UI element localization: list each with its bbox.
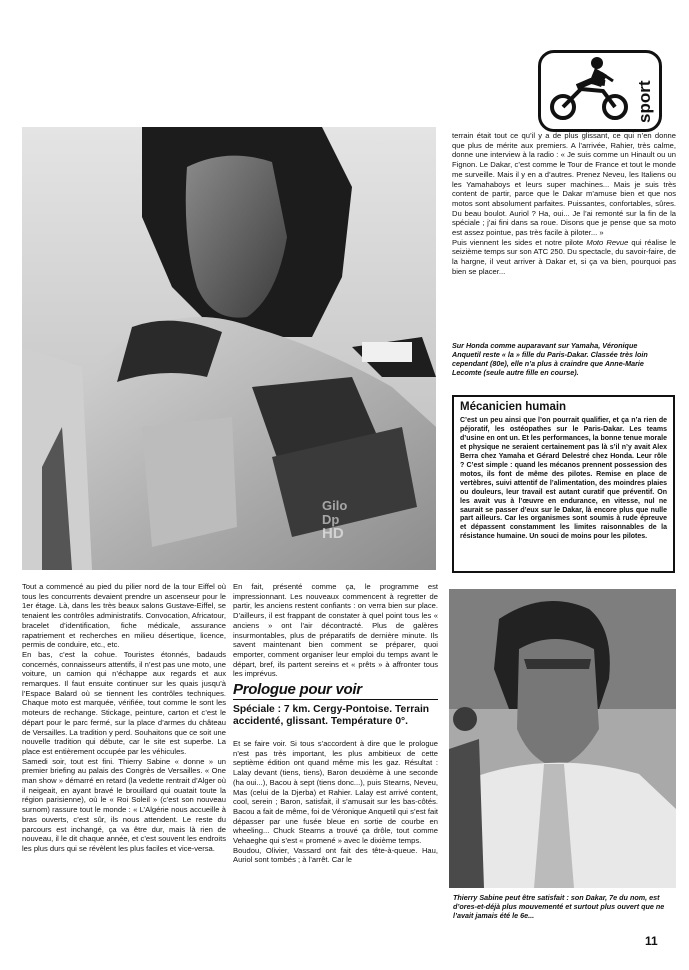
section-subheading: Spéciale : 7 km. Cergy-Pontoise. Terrain accidenté, glissant. Température 0°. bbox=[233, 704, 430, 727]
watermark bbox=[322, 499, 347, 541]
paragraph: Samedi soir, tout est fini. Thierry Sabine « donne » un premier briefing au palais des Congrès de Versailles. « One man show » démarré en retard (la vedette rentrait d’Alger où il neigeait, en ayant bravé le brouillard qui ouatait toute la région parisienne), où le « Roi Soleil » (c’est son nouveau surnom) rassure tout le monde : « L’Algérie nous accueille à bras ouverts, c’est sûr, ils nous attendent. Le reste du parcours est inchangé, ça va être dur, mais là rien de nouveau, il le dit chaque année, et c’est souvent les endroits les plus durs qui se révèlent les plus faciles et vice-versa. bbox=[22, 756, 226, 853]
section-heading: Prologue pour voir bbox=[233, 681, 362, 698]
article-column-middle bbox=[233, 582, 438, 679]
article-column-left bbox=[22, 582, 226, 854]
watermark-line-3: HD bbox=[322, 525, 344, 542]
box-body: C’est un peu ainsi que l’on pourrait qualifier, et ça n’a rien de péjoratif, les ostéopathes sur le Paris-Dakar. Les teams d’usine en ont un. Et les performances, la bonne tenue morale et physique ne seraient certainement pas là s’il n’y avait Alex Berra chez Yamaha et Gérard Delestré chez Honda. Leur rôle ? C’est simple : quand les mécanos prennent possession des motos, ils font de même des pilotes. Remise en place de vertèbres, suivi attentif de l’alimentation, des moindres plaies ou douleurs, leur travail est autant curatif que préventif. On les avait vus à l’œuvre en endurance, en vitesse, nul ne saurait se passer d’eux sur le Dakar, là encore plus que nulle part ailleurs. Car les organismes sont soumis à rude épreuve et dépassent constamment les limites raisonnables de la résistance humaine. Un souci de moins pour les pilotes. bbox=[460, 417, 667, 541]
text-span: qui réalise le seizième temps sur son ATC 250. Du spectacle, du savoir-faire, de la hargne, il veut arriver à Dakar et, si ça va bien, pourquoi pas bien se placer... bbox=[452, 237, 677, 276]
paragraph: Et se faire voir. Si tous s’accordent à dire que le prologue n’est pas très important, les plus ambitieux de cette septième édition ont quand même mis les gaz. Résultat : Lalay devant (tiens, tiens), Baron deuxième à une seconde (ha oui...), Bacou à sept (tiens donc...), puis Stearns, Neveu, Mas (celui de la Djerba) et Rahier. Lalay est arrivé content, cool, serein ; Baron, satisfait, il s’amusait sur les bas-côtés. Bacou a fait de même, foi de Véronique Anquetil qui s’est fait dépasser par une fusée bleue en sortie de courbe en wheeling... Chuck Stearns a trouvé ça drôle, tout comme Vehaeghe qui s’est « promené » avec le dixième temps. bbox=[233, 739, 438, 846]
text-span: Puis viennent les sides et notre pilote bbox=[452, 237, 587, 247]
paragraph: En bas, c’est la cohue. Touristes étonnés, badauds concernés, connaisseurs attentifs, il n’est pas une moto, une voiture, un camion qui n’échappe aux regards et aux remarques. Il faut ensuite continuer sur les quais jusqu’à l’Espace Balard où se tiennent les contrôles techniques. Chaque moto est marquée, vérifiée, tout comme le sont les moteurs de rechange. Stickage, peinture, carton et c’est le départ pour le parc fermé, sur la place d’armes du château de Versailles. La tradition y perd. Souhaitons que ce soit une nouvelle tradition qui débute, car le site est superbe. La place est entièrement occupée par les véhicules. bbox=[22, 649, 226, 756]
paragraph: Tout a commencé au pied du pilier nord de la tour Eiffel où tous les concurrents devaient prendre un ascenseur pour le 1er étage. Là, dans les très beaux salons Gustave-Eiffel, se tenaient les contrôles administratifs. Convocation, Africatour, bracelet d’identification, fiche médicale, assurance rapatriement et recherches en milieu désertique, licence, permis de conduire, etc., etc. bbox=[22, 582, 226, 650]
paragraph: En fait, présenté comme ça, le programme est impressionnant. Les nouveaux commencent à regretter de partir, les anciens restent confiants : on verra bien sur place. D’ailleurs, il est frappant de constater à quel point tous les « anciens » ont l’air décontracté. Plus de galères insurmontables, plus de préparatifs de dernière minute. Ils savent maintenant bien comment se préparer, quoi emporter, comment organiser leur emploi du temps avant le départ, bref, ils partent sereins et « prêts » à affronter tous les imprévus. bbox=[233, 582, 438, 679]
watermark-line-1: Gilo bbox=[322, 498, 348, 513]
box-title: Mécanicien humain bbox=[460, 401, 567, 413]
article-column-top-right bbox=[452, 131, 676, 277]
logo-word: sport bbox=[635, 80, 654, 123]
paragraph: Boudou, Olivier, Vassard ont fait des tête-à-queue. Hau, Auriol sont tombés ; à l’arrêt. Car le bbox=[233, 845, 438, 865]
magazine-name: Moto Revue bbox=[586, 237, 629, 247]
photo-caption-bottom: Thierry Sabine peut être satisfait : son Dakar, 7e du nom, est d’ores-et-déjà plus mouvementé et surtout plus ouvert que ne l’avait jamais été le 6e... bbox=[453, 893, 665, 920]
photo-caption-top: Sur Honda comme auparavant sur Yamaha, Véronique Anquetil reste « la » fille du Paris-Dakar. Classée très loin cependant (80e), elle n’a plus à craindre que Anne-Marie Lecomte (seule autre fille en course). bbox=[452, 341, 648, 377]
sidebar-box bbox=[452, 395, 675, 573]
sport-logo bbox=[538, 50, 662, 132]
page-number: 11 bbox=[645, 934, 658, 948]
paragraph bbox=[452, 238, 676, 277]
paragraph: terrain était tout ce qu’il y a de plus glissant, ce qui n’en donne que plus de mérite aux premiers. A l’arrivée, Rahier, très calme, donne une interview à la radio : « Je suis comme un Hinault ou un Fignon. Le Dakar, c’est comme le Tour de France et tout le monde me surveille. Mais il y en a d’autres. Prenez Neveu, les Italiens ou les Yamahaboys et leurs super machines... Mais je suis très content de partir, parce que le Dakar m’amuse bien et que nos motos sont absolument parfaites. Puissantes, confortables, sûres. Du beau boulot. Auriol ? Ha, oui... Je l’ai remonté sur la fin de la spéciale ; j’ai fini dans sa roue. Disons que je pense que sa moto est assez pointue, pas très facile à piloter... » bbox=[452, 131, 676, 238]
article-column-middle-continued bbox=[233, 739, 438, 865]
thierry-sabine-photo bbox=[449, 589, 676, 888]
heading-rule bbox=[233, 699, 438, 700]
rider-portrait-photo bbox=[22, 127, 348, 570]
watermark-line-2: Dp bbox=[322, 512, 340, 527]
